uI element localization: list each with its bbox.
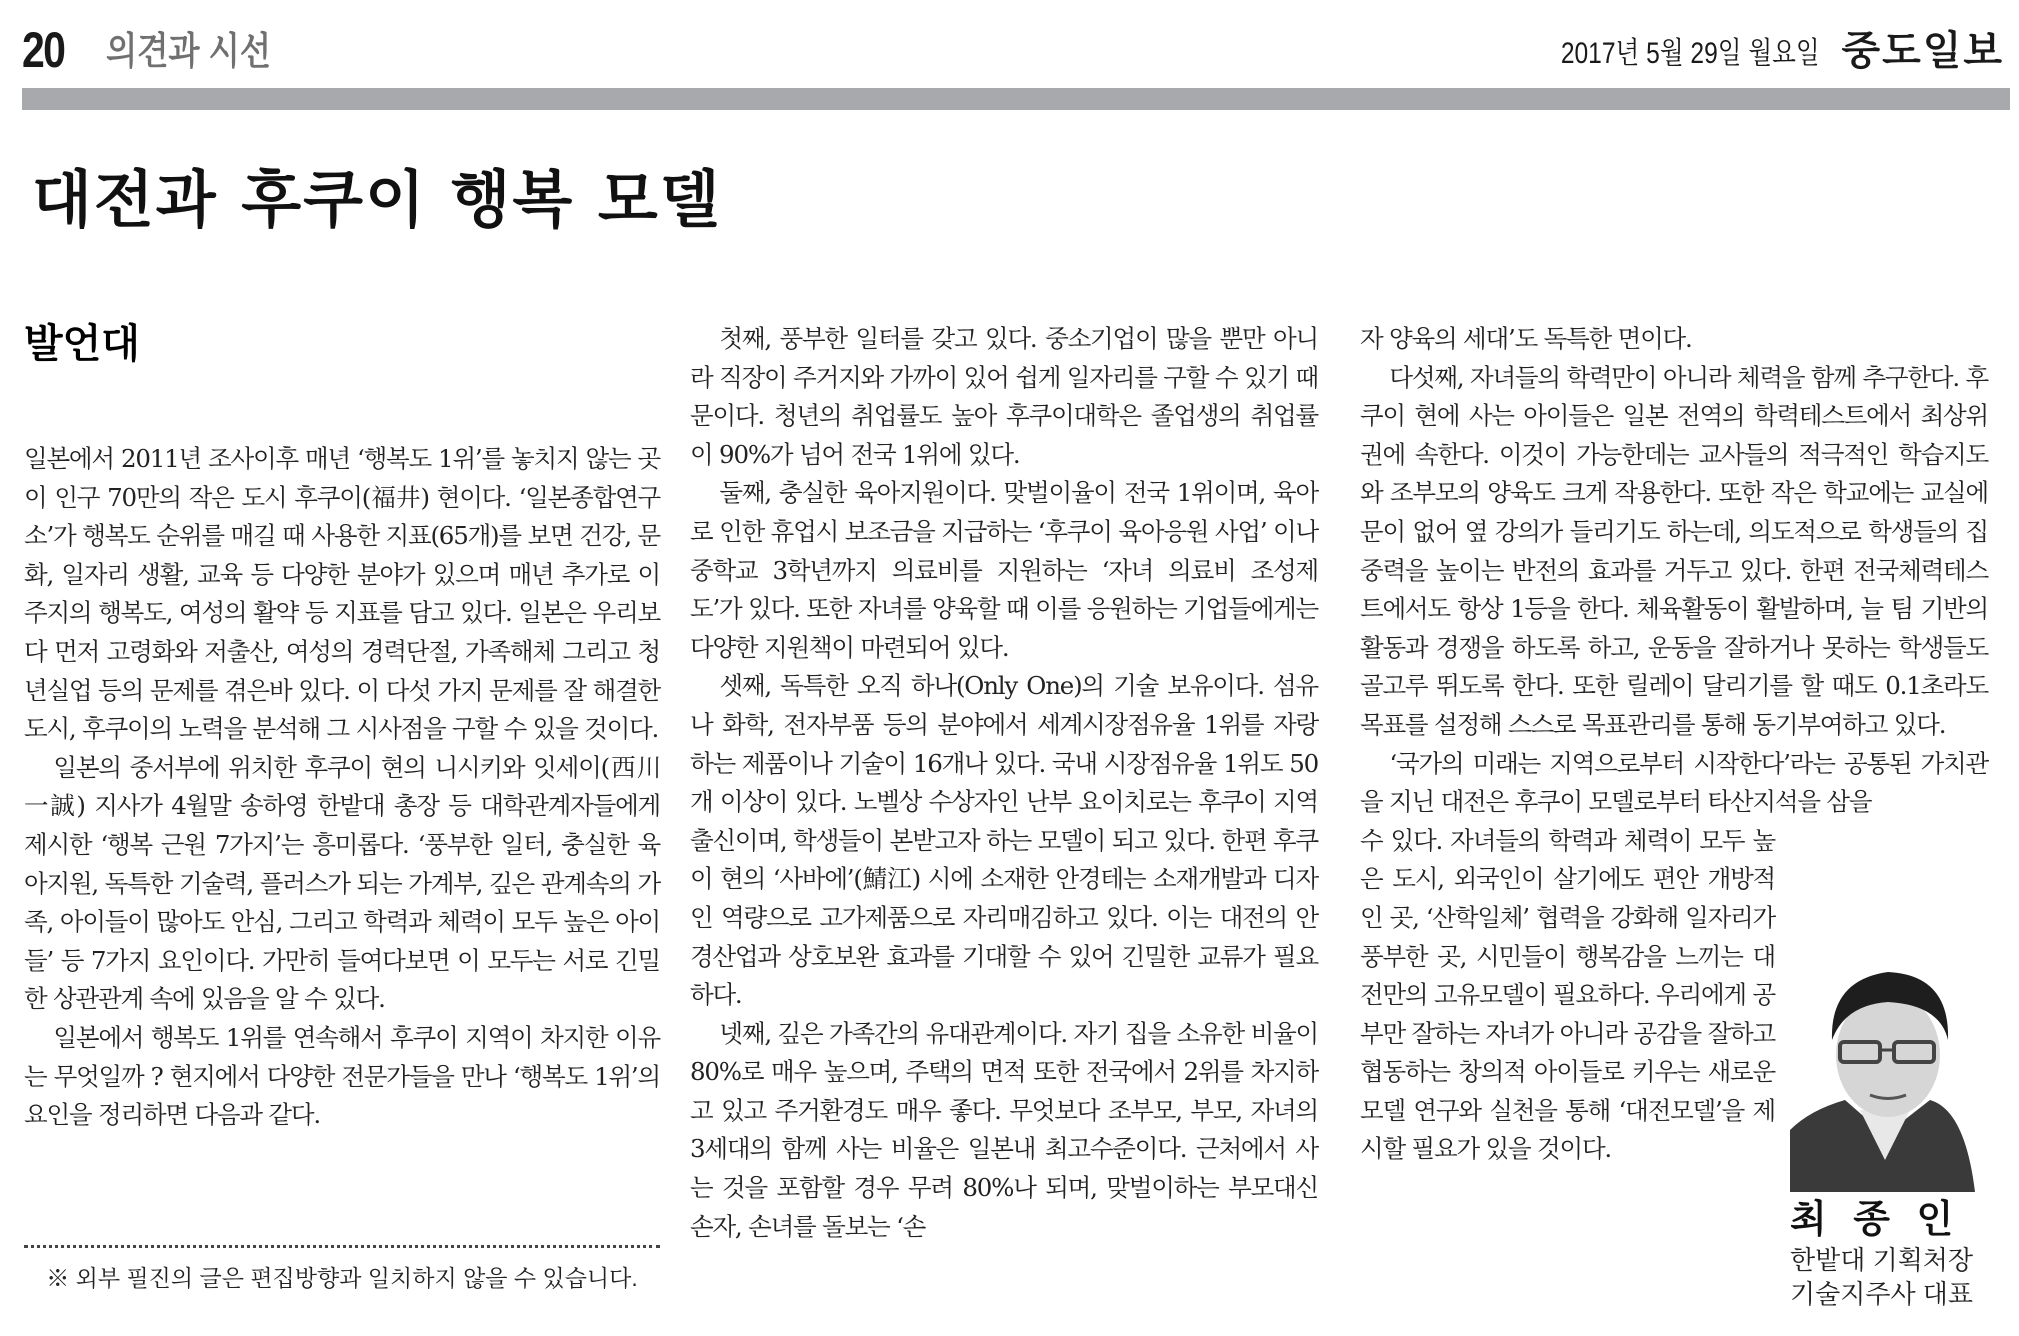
column-label: 발언대 <box>24 322 140 366</box>
header-rule-bar <box>22 88 2010 110</box>
paragraph: 셋째, 독특한 오직 하나(Only One)의 기술 보유이다. 섬유나 화학, 전자부품 등의 분야에서 세계시장점유율 1위를 자랑하는 제품이나 기술이 16개나 있다. 국내 시장점유율 1위도 50개 이상이 있다. 노벨상 수상자인 난부 요이치로는 후쿠이 지역출신이며, 학생들이 본받고자 하는 모델이 되고 있다. 한편 후쿠이 현의 ‘사바에’(鯖江) 시에 소재한 안경테는 소재개발과 디자인 역량으로 고가제품으로 자리매김하고 있다. 이는 대전의 안경산업과 상호보완 효과를 기대할 수 있어 긴밀한 교류가 필요하다. <box>690 671 1318 1010</box>
publication-date: 2017년 5월 29일 월요일 <box>1561 37 1820 70</box>
paragraph: 첫째, 풍부한 일터를 갖고 있다. 중소기업이 많을 뿐만 아니라 직장이 주거지와 가까이 있어 쉽게 일자리를 구할 수 있기 때문이다. 청년의 취업률도 높아 후쿠이대학은 졸업생의 취업률이 90%가 넘어 전국 1위에 있다. <box>690 324 1318 469</box>
author-photo <box>1790 960 1980 1192</box>
author-portrait-icon <box>1790 960 1980 1192</box>
paragraph: ‘국가의 미래는 지역으로부터 시작한다’라는 공통된 가치관을 지닌 대전은 후쿠이 모델로부터 타산지석을 삼을 <box>1360 748 1988 817</box>
page-number: 20 <box>22 22 65 78</box>
article-column-1 <box>24 440 660 1135</box>
article-column-2 <box>690 320 1318 1246</box>
paragraph: 일본에서 행복도 1위를 연속해서 후쿠이 지역이 차지한 이유는 무엇일까 ? 현지에서 다양한 전문가들을 만나 ‘행복도 1위’의 요인을 정리하면 다음과 같다. <box>24 1022 660 1130</box>
author-title-1: 한밭대 기획처장 <box>1790 1245 1974 1275</box>
newspaper-logo: 중도일보 <box>1841 29 2004 73</box>
masthead <box>22 18 2010 78</box>
author-name: 최 종 인 <box>1790 1199 1962 1241</box>
paragraph: 둘째, 충실한 육아지원이다. 맞벌이율이 전국 1위이며, 육아로 인한 휴업시 보조금을 지급하는 ‘후쿠이 육아응원 사업’ 이나 중학교 3학년까지 의료비를 지원하는 ‘자녀 의료비 조성제도’가 있다. 또한 자녀를 양육할 때 이를 응원하는 기업들에게는 다양한 지원책이 마련되어 있다. <box>690 478 1318 662</box>
paragraph: 넷째, 깊은 가족간의 유대관계이다. 자기 집을 소유한 비율이 80%로 매우 높으며, 주택의 면적 또한 전국에서 2위를 차지하고 있고 주거환경도 매우 좋다. 무엇보다 조부모, 부모, 자녀의 3세대의 함께 사는 비율은 일본내 최고수준이다. 근처에서 사는 것을 포함할 경우 무려 80%나 되며, 맞벌이하는 부모대신 손자, 손녀를 돌보는 ‘손 <box>690 1018 1318 1241</box>
paragraph: 일본에서 2011년 조사이후 매년 ‘행복도 1위’를 놓치지 않는 곳이 인구 70만의 작은 도시 후쿠이(福井) 현이다. ‘일본종합연구소’가 행복도 순위를 매길 때 사용한 지표(65개)를 보면 건강, 문화, 일자리 생활, 교육 등 다양한 분야가 있으며 매년 추가로 이주지의 행복도, 여성의 활약 등 지표를 담고 있다. 일본은 우리보다 먼저 고령화와 저출산, 여성의 경력단절, 가족해체 그리고 청년실업 등의 문제를 겪은바 있다. 이 다섯 가지 문제를 잘 해결한 도시, 후쿠이의 노력을 분석해 그 시사점을 구할 수 있을 것이다. <box>24 444 660 744</box>
disclaimer: ※ 외부 필진의 글은 편집방향과 일치하지 않을 수 있습니다. <box>46 1265 638 1291</box>
section-name: 의견과 시선 <box>106 31 271 73</box>
paragraph: 자 양육의 세대’도 독특한 면이다. <box>1360 324 1692 353</box>
dotted-divider <box>24 1245 660 1248</box>
author-title-2: 기술지주사 대표 <box>1790 1279 1974 1309</box>
paragraph: 수 있다. 자녀들의 학력과 체력이 모두 높은 도시, 외국인이 살기에도 편안 개방적인 곳, ‘산학일체’ 협력을 강화해 일자리가 풍부한 곳, 시민들이 행복감을 느끼는 대전만의 고유모델이 필요하다. 우리에게 공부만 잘하는 자녀가 아니라 공감을 잘하고 협동하는 창의적 아이들로 키우는 새로운 모델 연구와 실천을 통해 ‘대전모델’을 제시할 필요가 있을 것이다. <box>1360 825 1775 1164</box>
article-headline: 대전과 후쿠이 행복 모델 <box>32 163 722 236</box>
paragraph: 일본의 중서부에 위치한 후쿠이 현의 니시키와 잇세이(西川一誠) 지사가 4월말 송하영 한밭대 총장 등 대학관계자들에게 제시한 ‘행복 근원 7가지’는 흥미롭다. ‘풍부한 일터, 충실한 육아지원, 독특한 기술력, 플러스가 되는 가계부, 깊은 관계속의 가족, 아이들이 많아도 안심, 그리고 학력과 체력이 모두 높은 아이들’ 등 7가지 요인이다. 가만히 들여다보면 이 모두는 서로 긴밀한 상관관계 속에 있음을 알 수 있다. <box>24 752 660 1014</box>
paragraph: 다섯째, 자녀들의 학력만이 아니라 체력을 함께 추구한다. 후쿠이 현에 사는 아이들은 일본 전역의 학력테스트에서 최상위권에 속한다. 이것이 가능한데는 교사들의 적극적인 학습지도와 조부모의 양육도 크게 작용한다. 또한 작은 학교에는 교실에 문이 없어 옆 강의가 들리기도 하는데, 의도적으로 학생들의 집중력을 높이는 반전의 효과를 거두고 있다. 한편 전국체력테스트에서도 항상 1등을 한다. 체육활동이 활발하며, 늘 팀 기반의 활동과 경쟁을 하도록 하고, 운동을 잘하거나 못하는 학생들도 골고루 뛰도록 한다. 또한 릴레이 달리기를 할 때도 0.1초라도 목표를 설정해 스스로 목표관리를 통해 동기부여하고 있다. <box>1360 362 1988 739</box>
